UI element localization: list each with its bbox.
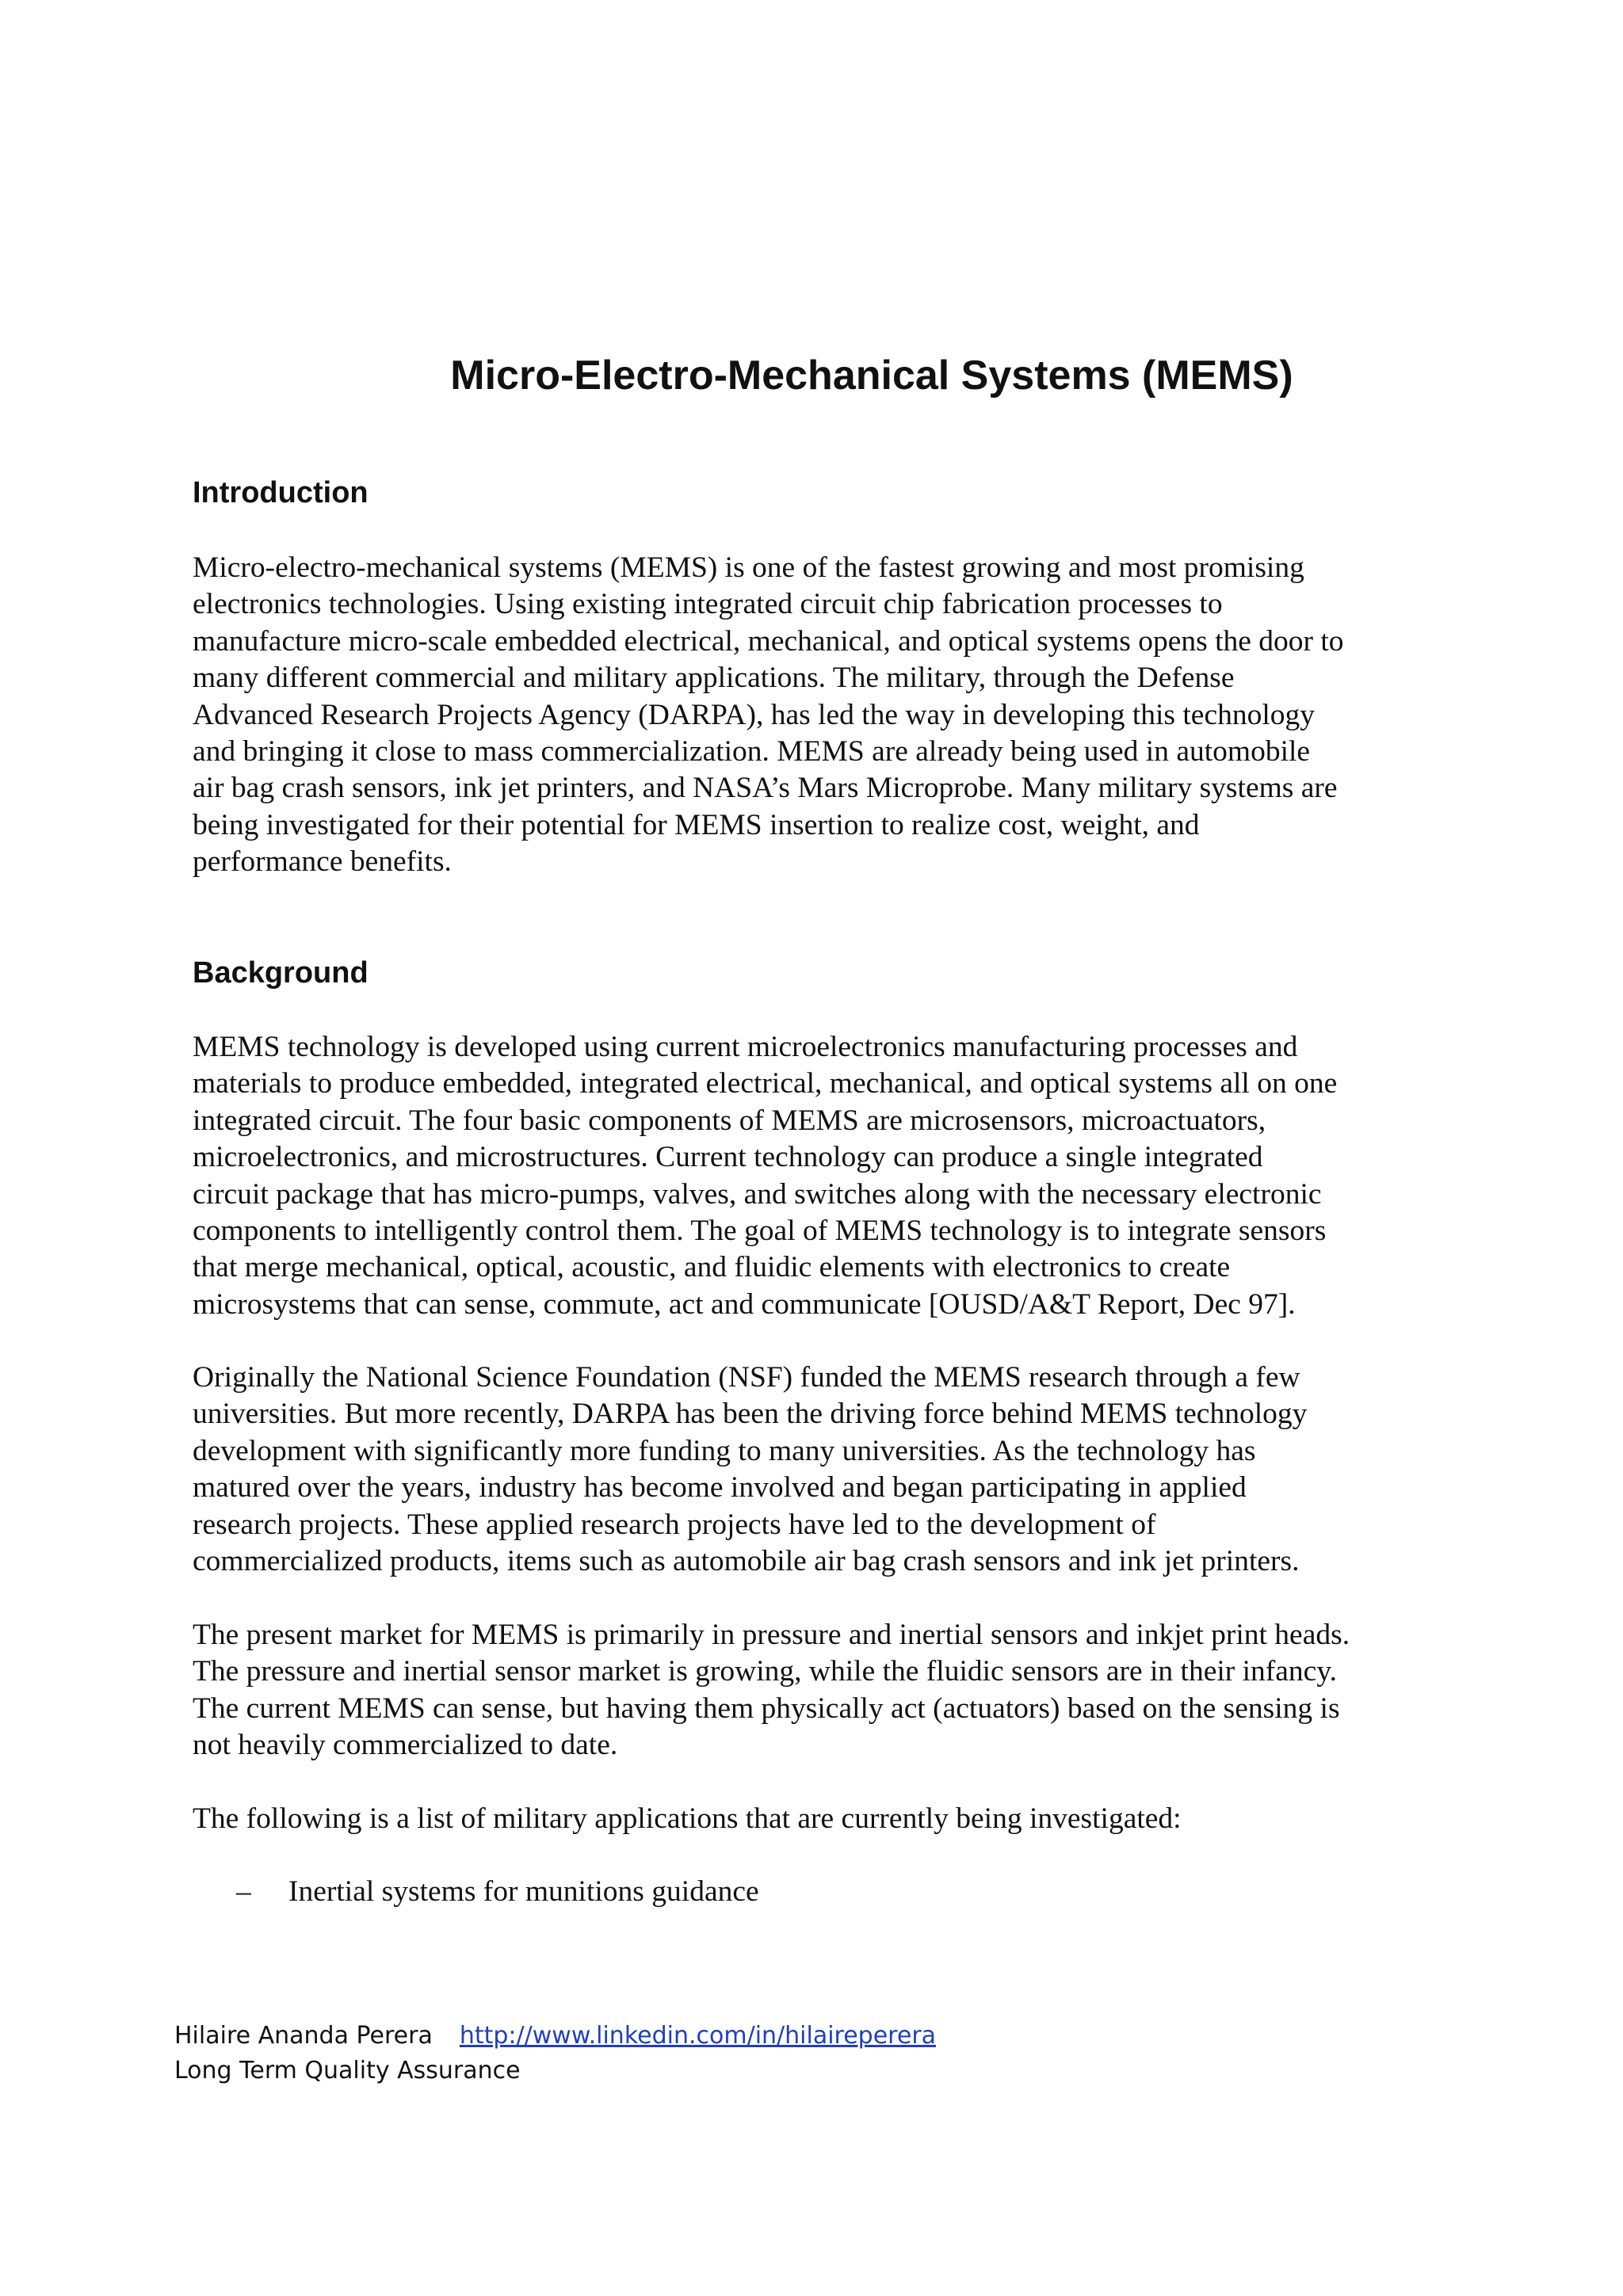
list-item-text: Inertial systems for munitions guidance xyxy=(288,1875,759,1908)
footer-author: Hilaire Ananda Perera xyxy=(174,2022,433,2050)
paragraph-line: The current MEMS can sense, but having them physically act (actuators) based on the sensing is xyxy=(193,1691,1340,1725)
paragraph-line: and bringing it close to mass commercialization. MEMS are already being used in automobile xyxy=(193,735,1311,769)
footer-subtitle: Long Term Quality Assurance xyxy=(174,2057,521,2084)
paragraph-line: many different commercial and military applications. The military, through the Defense xyxy=(193,662,1235,695)
paragraph-line: integrated circuit. The four basic components of MEMS are microsensors, microactuators, xyxy=(193,1104,1266,1137)
list-item xyxy=(236,1874,759,1910)
page-footer xyxy=(174,2019,936,2088)
paragraph-line: that merge mechanical, optical, acoustic, and fluidic elements with electronics to create xyxy=(193,1251,1231,1284)
paragraph-line: matured over the years, industry has become involved and began participating in applied xyxy=(193,1471,1247,1505)
paragraph-line: Originally the National Science Foundation (NSF) funded the MEMS research through a few xyxy=(193,1361,1300,1394)
paragraph-line: The pressure and inertial sensor market is growing, while the fluidic sensors are in their infancy. xyxy=(193,1655,1338,1688)
paragraph-line: being investigated for their potential for MEMS insertion to realize cost, weight, and xyxy=(193,808,1200,841)
paragraph-line: circuit package that has micro-pumps, valves, and switches along with the necessary electronic xyxy=(193,1177,1322,1211)
military-applications-list xyxy=(236,1874,759,1910)
paragraph-background-1 xyxy=(193,1029,1437,1323)
paragraph-line: The following is a list of military applications that are currently being investigated: xyxy=(193,1802,1182,1835)
paragraph-line: manufacture micro-scale embedded electrical, mechanical, and optical systems opens the door to xyxy=(193,624,1344,658)
footer-row-author xyxy=(174,2019,936,2054)
paragraph-line: performance benefits. xyxy=(193,845,452,879)
paragraph-line: Micro-electro-mechanical systems (MEMS) is one of the fastest growing and most promising xyxy=(193,551,1304,584)
paragraph-line: commercialized products, items such as automobile air bag crash sensors and ink jet printers. xyxy=(193,1545,1300,1578)
footer-linkedin-link[interactable]: http://www.linkedin.com/in/hilaireperera xyxy=(459,2022,937,2050)
paragraph-line: electronics technologies. Using existing integrated circuit chip fabrication processes to xyxy=(193,588,1223,621)
paragraph-line: components to intelligently control them. The goal of MEMS technology is to integrate sensors xyxy=(193,1215,1327,1248)
paragraph-line: research projects. These applied research projects have led to the development of xyxy=(193,1508,1156,1541)
section-heading-background: Background xyxy=(193,956,369,990)
paragraph-line: materials to produce embedded, integrated electrical, mechanical, and optical systems all on one xyxy=(193,1067,1338,1100)
paragraph-background-4 xyxy=(193,1801,1437,1837)
paragraph-line: The present market for MEMS is primarily in pressure and inertial sensors and inkjet print heads. xyxy=(193,1619,1350,1651)
paragraph-introduction xyxy=(193,550,1437,881)
paragraph-line: Advanced Research Projects Agency (DARPA), has led the way in developing this technology xyxy=(193,698,1316,731)
section-heading-introduction: Introduction xyxy=(193,476,369,509)
paragraph-line: microelectronics, and microstructures. Current technology can produce a single integrated xyxy=(193,1141,1263,1174)
paragraph-background-3 xyxy=(193,1617,1437,1764)
paragraph-line: development with significantly more funding to many universities. As the technology has xyxy=(193,1434,1256,1467)
paragraph-line: MEMS technology is developed using current microelectronics manufacturing processes and xyxy=(193,1031,1298,1063)
paragraph-line: microsystems that can sense, commute, act and communicate [OUSD/A&T Report, Dec 97]. xyxy=(193,1287,1296,1321)
dash-bullet: – xyxy=(236,1875,251,1908)
paragraph-line: air bag crash sensors, ink jet printers, and NASA’s Mars Microprobe. Many military systems are xyxy=(193,772,1338,805)
paragraph-background-2 xyxy=(193,1360,1437,1580)
paragraph-line: universities. But more recently, DARPA has been the driving force behind MEMS technology xyxy=(193,1398,1308,1431)
paragraph-line: not heavily commercialized to date. xyxy=(193,1729,618,1762)
document-title: Micro-Electro-Mechanical Systems (MEMS) xyxy=(450,353,1293,399)
